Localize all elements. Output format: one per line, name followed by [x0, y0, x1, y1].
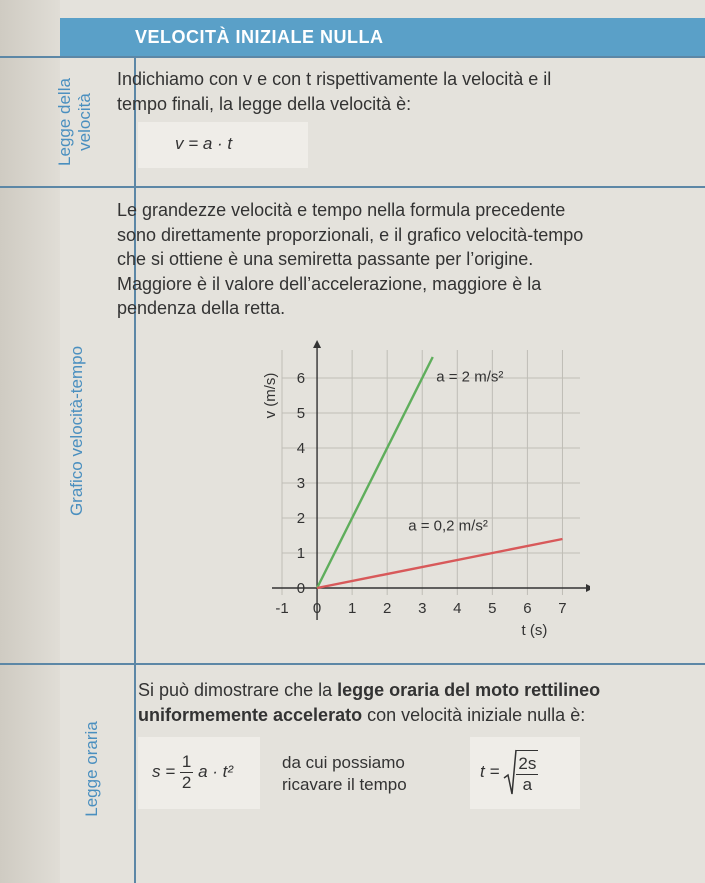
formula-t-left: t =	[480, 762, 500, 781]
divider	[0, 663, 705, 665]
square-root-icon	[503, 748, 517, 796]
fraction-denominator: 2	[181, 773, 192, 792]
y-axis-label: v (m/s)	[262, 372, 280, 419]
x-tick-label: 7	[558, 600, 567, 617]
intro-bold-2: uniformemente accelerato	[138, 704, 363, 725]
y-tick-label: 2	[296, 510, 306, 527]
x-tick-label: 3	[418, 600, 427, 617]
fraction-2s-over-a	[516, 750, 538, 795]
annotation-green: a = 2 m/s²	[436, 368, 504, 386]
section-header	[60, 18, 705, 56]
fraction-denominator: a	[522, 774, 533, 794]
fraction-numerator: 1	[181, 752, 192, 771]
text-line: da cui possiamo	[282, 753, 405, 772]
position-law-intro	[138, 678, 703, 727]
intro-line-1	[138, 678, 703, 703]
y-tick-label: 0	[296, 580, 306, 597]
text-line: sono direttamente proporzionali, e il grafico velocità-tempo	[117, 224, 584, 245]
intro-suffix: con velocità iniziale nulla è:	[362, 704, 586, 725]
y-tick-label: 6	[296, 370, 306, 387]
divider	[0, 186, 705, 188]
page-fold-shadow	[0, 0, 60, 883]
intro-prefix: Si può dimostrare che la	[138, 680, 338, 700]
text-line: Maggiore è il valore dell’accelerazione, maggiore è la	[117, 273, 542, 294]
header-title: VELOCITÀ INIZIALE NULLA	[135, 27, 384, 47]
y-axis-arrow-icon	[313, 340, 321, 348]
y-tick-label: 4	[296, 440, 306, 457]
x-tick-label: 5	[488, 600, 497, 617]
text-line: ricavare il tempo	[282, 775, 407, 794]
y-tick-label: 3	[296, 475, 306, 492]
velocity-law-text	[117, 67, 702, 116]
annotation-red: a = 0,2 m/s²	[408, 517, 488, 535]
formula-s-left: s =	[152, 761, 176, 781]
side-label-position-law: Legge oraria	[82, 721, 101, 817]
intro-bold: legge oraria del moto rettilineo	[337, 680, 601, 700]
formula-s-right: a · t²	[198, 761, 234, 781]
intro-line-2	[138, 703, 703, 728]
text-line: tempo finali, la legge della velocità è:	[117, 93, 412, 114]
position-formula	[152, 752, 233, 793]
time-formula	[480, 748, 538, 796]
x-tick-label: 2	[383, 600, 392, 617]
x-axis-label: t (s)	[521, 622, 548, 639]
x-tick-label: 1	[347, 600, 357, 617]
fraction-numerator: 2s	[518, 753, 537, 773]
column-divider	[134, 56, 136, 883]
graph-description	[117, 198, 702, 321]
chart-grid	[282, 350, 580, 595]
side-label-line: velocità	[75, 93, 94, 151]
y-tick-label: 1	[296, 545, 306, 562]
velocity-time-chart	[240, 340, 590, 650]
side-label-line: Legge della	[55, 78, 74, 166]
text-line: Indichiamo con v e con t rispettivamente la velocità e il	[117, 69, 552, 89]
velocity-formula: v = a · t	[175, 134, 233, 153]
side-label-velocity-law	[55, 67, 99, 177]
chart-labels	[262, 369, 567, 640]
x-tick-label: 0	[312, 600, 322, 617]
x-tick-label: 6	[523, 600, 532, 617]
x-tick-label: -1	[275, 600, 289, 617]
side-label-velocity-time-graph: Grafico velocità-tempo	[67, 345, 86, 517]
divider	[0, 56, 705, 58]
text-line: pendenza della retta.	[117, 298, 286, 318]
text-line: Le grandezze velocità e tempo nella formula precedente	[117, 200, 566, 220]
chart-axes	[272, 340, 590, 620]
series-line-red	[317, 539, 562, 588]
x-axis-arrow-icon	[586, 584, 590, 592]
x-tick-label: 4	[453, 600, 462, 617]
y-tick-label: 5	[296, 405, 306, 422]
text-line: che si ottiene è una semiretta passante per l’origine.	[117, 249, 534, 269]
fraction-one-half	[180, 752, 193, 793]
derive-time-text	[282, 752, 407, 796]
